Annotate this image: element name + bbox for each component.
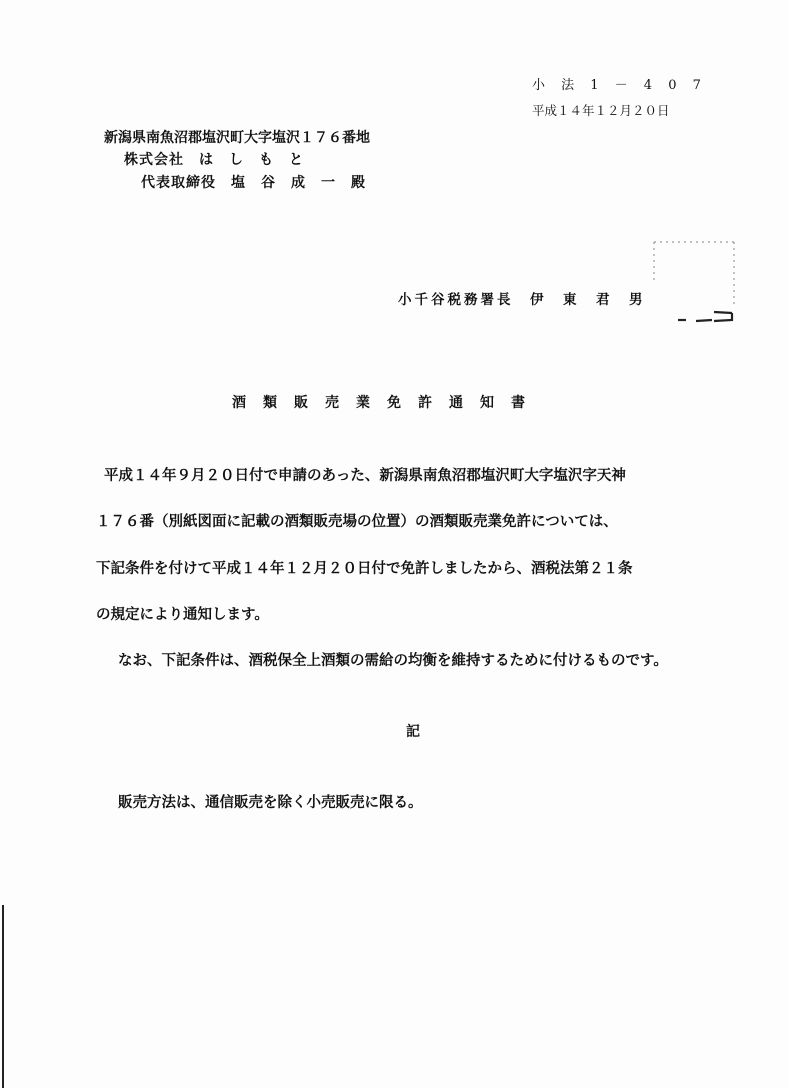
body-line-4: の規定により通知します。 — [96, 606, 269, 623]
body-line-3: 下記条件を付けて平成１４年１２月２０日付で免許しましたから、酒税法第２１条 — [96, 560, 633, 577]
seal-stamp-mark — [648, 236, 740, 328]
ki-heading: 記 — [406, 724, 420, 740]
body-line-2: １７６番（別紙図面に記載の酒類販売場の位置）の酒類販売業免許については、 — [96, 513, 618, 530]
issuer-name: 小千谷税務署長 伊 東 君 男 — [398, 292, 646, 308]
document-title: 酒類販売業免許通知書 — [232, 395, 542, 411]
recipient-representative: 代表取締役 塩 谷 成 一 殿 — [141, 175, 366, 191]
document-number: 小 法 1 － 4 0 7 — [532, 78, 707, 93]
recipient-address: 新潟県南魚沼郡塩沢町大字塩沢１７６番地 — [104, 130, 370, 146]
document-date: 平成１４年１２月２０日 — [532, 103, 670, 118]
body-line-5: なお、下記条件は、酒税保全上酒類の需給の均衡を維持するために付けるものです。 — [118, 652, 668, 669]
recipient-company: 株式会社 は し も と — [124, 152, 304, 168]
license-condition: 販売方法は、通信販売を除く小売販売に限る。 — [118, 794, 423, 811]
scan-edge-line — [2, 905, 4, 1088]
body-line-1: 平成１４年９月２０日付で申請のあった、新潟県南魚沼郡塩沢町大字塩沢字天神 — [104, 467, 626, 484]
